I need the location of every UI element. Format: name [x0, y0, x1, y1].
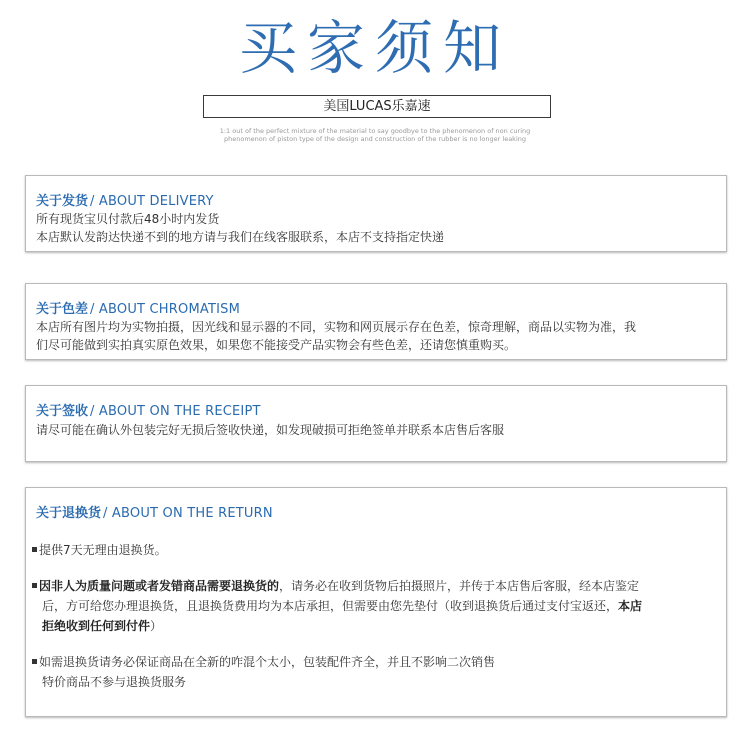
delivery-heading-cn: 关于发货: [36, 194, 89, 209]
return-item-2-bold-lead: 因非人为质量问题或者发错商品需要退换货的: [39, 579, 280, 593]
return-item-1-text: 提供7天无理由退换货。: [39, 543, 167, 557]
delivery-line-1: 所有现货宝贝付款后48小时内发货: [36, 212, 220, 226]
return-item-2-line-1-rest: ，请务必在收到货物后拍摄照片，并传于本店售后客服，经本店鉴定: [279, 579, 640, 593]
return-item-2-line-2: [42, 598, 642, 615]
chromatism-heading-en: / ABOUT CHROMATISM: [90, 302, 240, 317]
bullet-icon: [32, 659, 37, 664]
delivery-line-2: 本店默认发韵达快递不到的地方请与我们在线客服联系，本店不支持指定快递: [36, 230, 445, 244]
return-item-3-line-2-text: 特价商品不参与退换货服务: [42, 675, 187, 689]
return-heading-en: / ABOUT ON THE RETURN: [103, 506, 273, 521]
delivery-section: [25, 175, 727, 252]
tagline-line-2: phenomenon of piston type of the design and construction of the rubber is no longer leaking: [223, 135, 526, 143]
return-section: [25, 487, 727, 717]
return-item-2-line-3-bold: 拒绝收到任何到付件: [42, 619, 151, 633]
return-heading: [36, 502, 273, 521]
chromatism-line-1: 本店所有图片均为实物拍摄，因光线和显示器的不同，实物和网页展示存在色差，惊奇理解，商品以实物为准，我: [36, 320, 637, 334]
receipt-section: [25, 385, 727, 462]
return-item-3-line-1-text: 如需退换货请务必保证商品在全新的咋混个太小，包装配件齐全，并且不影响二次销售: [39, 655, 496, 669]
receipt-heading: [36, 400, 261, 419]
return-item-2-line-1: [32, 578, 639, 595]
return-item-3-line-2: [42, 674, 186, 691]
delivery-heading-en: / ABOUT DELIVERY: [90, 194, 214, 209]
chromatism-section: [25, 283, 727, 360]
brand-subtitle: 美国LUCAS乐嘉速: [203, 95, 551, 118]
return-heading-cn: 关于退换货: [36, 506, 102, 521]
chromatism-heading-cn: 关于色差: [36, 302, 89, 317]
return-item-2-line-2-text: 后，方可给您办理退换货，且退换货费用均为本店承担，但需要由您先垫付（收到退换货后通过支付宝返还，: [42, 599, 619, 613]
receipt-heading-en: / ABOUT ON THE RECEIPT: [90, 404, 261, 419]
chromatism-heading: [36, 298, 240, 317]
tagline: [140, 127, 610, 143]
return-item-2-line-3-rest: ）: [150, 619, 163, 633]
return-item-3-line-1: [32, 654, 495, 671]
chromatism-line-2: 们尽可能做到实拍真实原色效果，如果您不能接受产品实物会有些色差，还请您慎重购买。: [36, 338, 517, 352]
return-item-2-line-2-bold: 本店: [618, 599, 643, 613]
tagline-line-1: 1:1 out of the perfect mixture of the material to say goodbye to the phenomenon of non curing: [219, 127, 531, 135]
delivery-heading: [36, 190, 214, 209]
return-item-2-line-3: [42, 618, 162, 635]
page-title: 买家须知: [238, 14, 511, 82]
receipt-line-1: 请尽可能在确认外包装完好无损后签收快递，如发现破损可拒绝签单并联系本店售后客服: [36, 423, 505, 437]
return-item-1: [32, 542, 167, 559]
bullet-icon: [32, 547, 37, 552]
bullet-icon: [32, 583, 37, 588]
receipt-heading-cn: 关于签收: [36, 404, 89, 419]
